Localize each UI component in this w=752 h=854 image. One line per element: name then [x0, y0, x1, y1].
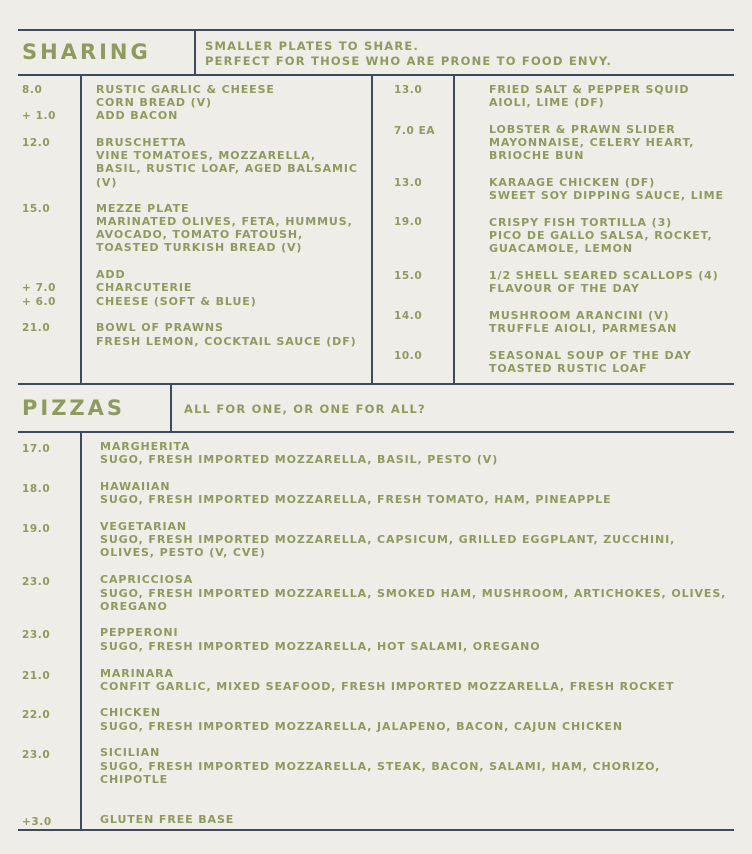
item-line: GUACAMOLE, LEMON [489, 242, 633, 255]
sharing-title: SHARING [22, 40, 151, 64]
item-name: BOWL OF PRAWNS [96, 321, 224, 334]
item-name: SICILIAN [100, 746, 161, 759]
sharing-subtitle-line-1: SMALLER PLATES TO SHARE. [205, 39, 420, 53]
item-line: SUGO, FRESH IMPORTED MOZZARELLA, HOT SALAMI, OREGANO [100, 640, 541, 653]
item-line: AVOCADO, TOMATO FATOUSH, [96, 228, 304, 241]
item-line: SUGO, FRESH IMPORTED MOZZARELLA, CAPSICUM, GRILLED EGGPLANT, ZUCCHINI, [100, 533, 676, 546]
item-line: CHIPOTLE [100, 773, 169, 786]
item-price: 14.0 [394, 310, 423, 322]
item-name: CHARCUTERIE [96, 281, 193, 294]
sharing-right-divider [453, 75, 455, 384]
item-price: 18.0 [22, 483, 51, 495]
item-name: VEGETARIAN [100, 520, 188, 533]
item-line: SUGO, FRESH IMPORTED MOZZARELLA, JALAPENO, BACON, CAJUN CHICKEN [100, 720, 623, 733]
item-line: MAYONNAISE, CELERY HEART, [489, 136, 695, 149]
item-line: FLAVOUR OF THE DAY [489, 282, 640, 295]
item-name: MUSHROOM ARANCINI (V) [489, 309, 670, 322]
item-name: MARINARA [100, 667, 174, 680]
item-name: LOBSTER & PRAWN SLIDER [489, 123, 676, 136]
item-price: 15.0 [22, 203, 51, 215]
item-line: BASIL, RUSTIC LOAF, AGED BALSAMIC [96, 162, 358, 175]
sharing-subtitle-line-2: PERFECT FOR THOSE WHO ARE PRONE TO FOOD ENVY. [205, 54, 613, 68]
item-price: 23.0 [22, 629, 51, 641]
item-price: + 1.0 [22, 110, 57, 122]
item-price: +3.0 [22, 816, 52, 828]
item-line: AIOLI, LIME (DF) [489, 96, 605, 109]
item-line: CORN BREAD (V) [96, 96, 212, 109]
item-name: HAWAIIAN [100, 480, 171, 493]
item-name: 1/2 SHELL SEARED SCALLOPS (4) [489, 269, 719, 282]
item-price: 17.0 [22, 443, 51, 455]
item-price: 13.0 [394, 177, 423, 189]
item-price: 7.0 EA [394, 125, 436, 137]
item-price: 13.0 [394, 84, 423, 96]
item-price: 23.0 [22, 749, 51, 761]
item-name: RUSTIC GARLIC & CHEESE [96, 83, 275, 96]
item-name: CRISPY FISH TORTILLA (3) [489, 216, 673, 229]
item-price: + 7.0 [22, 282, 57, 294]
item-price: 15.0 [394, 270, 423, 282]
item-price: 8.0 [22, 84, 43, 96]
pizzas-header-rule [18, 431, 734, 433]
item-line: FRESH LEMON, COCKTAIL SAUCE (DF) [96, 335, 357, 348]
item-line: (V) [96, 176, 118, 189]
item-name: GLUTEN FREE BASE [100, 813, 235, 826]
item-name: MEZZE PLATE [96, 202, 190, 215]
sharing-header-rule [18, 74, 734, 76]
item-name: CAPRICCIOSA [100, 573, 194, 586]
item-line: CONFIT GARLIC, MIXED SEAFOOD, FRESH IMPORTED MOZZARELLA, FRESH ROCKET [100, 680, 675, 693]
item-name: CHICKEN [100, 706, 161, 719]
item-line: PICO DE GALLO SALSA, ROCKET, [489, 229, 713, 242]
pizzas-title: PIZZAS [22, 396, 126, 420]
pizzas-header-divider [170, 384, 172, 432]
item-line: OLIVES, PESTO (V, CVE) [100, 546, 266, 559]
item-line: BRIOCHE BUN [489, 149, 585, 162]
item-line: SUGO, FRESH IMPORTED MOZZARELLA, STEAK, BACON, SALAMI, HAM, CHORIZO, [100, 760, 661, 773]
item-line: TOASTED TURKISH BREAD (V) [96, 241, 303, 254]
item-price: + 6.0 [22, 296, 57, 308]
item-name: KARAAGE CHICKEN (DF) [489, 176, 656, 189]
item-name: CHEESE (SOFT & BLUE) [96, 295, 257, 308]
item-price: 23.0 [22, 576, 51, 588]
item-line: SWEET SOY DIPPING SAUCE, LIME [489, 189, 724, 202]
item-price: 19.0 [22, 523, 51, 535]
item-name: PEPPERONI [100, 626, 179, 639]
item-price: 21.0 [22, 322, 51, 334]
item-line: SUGO, FRESH IMPORTED MOZZARELLA, SMOKED HAM, MUSHROOM, ARTICHOKES, OLIVES, [100, 587, 727, 600]
pizzas-subtitle: ALL FOR ONE, OR ONE FOR ALL? [184, 402, 426, 416]
pizzas-bottom-rule [18, 829, 734, 831]
sharing-bottom-rule [18, 383, 734, 385]
item-name: MARGHERITA [100, 440, 191, 453]
item-price: 10.0 [394, 350, 423, 362]
item-line: SUGO, FRESH IMPORTED MOZZARELLA, FRESH TOMATO, HAM, PINEAPPLE [100, 493, 612, 506]
item-price: 12.0 [22, 137, 51, 149]
item-line: VINE TOMATOES, MOZZARELLA, [96, 149, 316, 162]
item-line: TOASTED RUSTIC LOAF [489, 362, 648, 375]
sharing-top-rule [18, 29, 734, 31]
item-line: TRUFFLE AIOLI, PARMESAN [489, 322, 678, 335]
item-name: BRUSCHETTA [96, 136, 187, 149]
item-line: OREGANO [100, 600, 168, 613]
item-line: MARINATED OLIVES, FETA, HUMMUS, [96, 215, 353, 228]
item-price: 19.0 [394, 216, 423, 228]
item-price: 21.0 [22, 670, 51, 682]
sharing-center-divider [371, 75, 373, 384]
item-name: SEASONAL SOUP OF THE DAY [489, 349, 692, 362]
sharing-header-divider [194, 29, 196, 75]
pizzas-left-divider [80, 432, 82, 830]
item-name: ADD BACON [96, 109, 179, 122]
item-price: 22.0 [22, 709, 51, 721]
item-name: ADD [96, 268, 126, 281]
item-name: FRIED SALT & PEPPER SQUID [489, 83, 690, 96]
item-line: SUGO, FRESH IMPORTED MOZZARELLA, BASIL, PESTO (V) [100, 453, 499, 466]
sharing-left-divider [80, 75, 82, 384]
